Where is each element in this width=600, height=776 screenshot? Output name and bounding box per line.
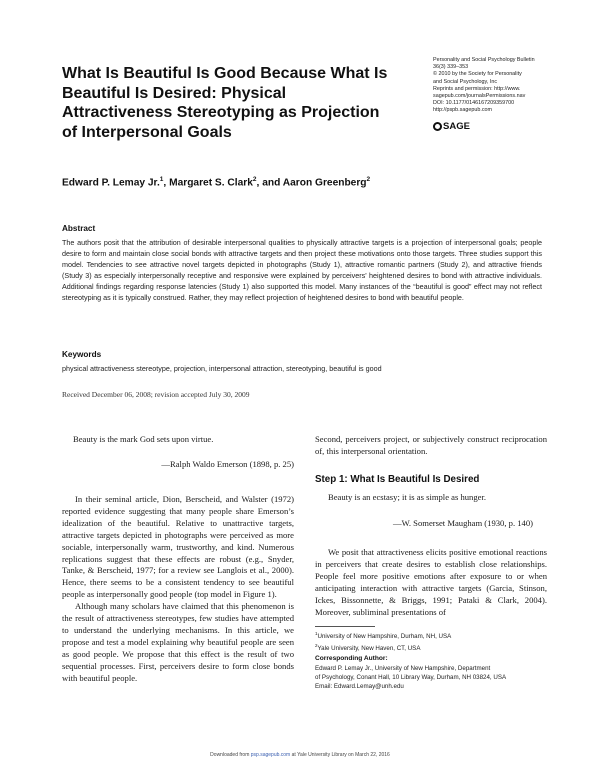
epigraph-quote: Beauty is an ecstasy; it is as simple as hunger. [328, 492, 487, 502]
corresponding-line: Edward P. Lemay Jr., University of New Hampshire, Department [315, 665, 491, 672]
body-paragraph: Although many scholars have claimed that this phenomenon is the result of attractiveness stereotypes, few studies have attempted to understand the underlying mechanisms. In this article, we propose and test a model explaining why beautiful people are seen as good people. We propose that this effect is the result of two sequential processes. First, perceivers desire to form close bonds with beautiful people. [62, 601, 294, 683]
sage-logo-icon [433, 122, 442, 131]
affiliation-footnotes [315, 630, 547, 654]
author-affiliation-mark: 2 [252, 176, 257, 183]
footnote-item [315, 630, 547, 642]
keywords-heading: Keywords [62, 350, 102, 359]
author-list: Edward P. Lemay Jr.$^1$, Margaret S. Clark$^2$, and Aaron Greenberg$^2$ [62, 176, 371, 189]
footer-link[interactable]: psp.sagepub.com [250, 752, 291, 758]
keywords-text: physical attractiveness stereotype, projection, interpersonal attraction, stereotyping, beautiful is good [62, 364, 382, 373]
author-affiliation-mark: 1 [159, 176, 164, 183]
footnote-number: 2 [315, 642, 318, 648]
abstract-heading: Abstract [62, 224, 96, 233]
right-column-intro [315, 434, 547, 458]
body-paragraph: In their seminal article, Dion, Berscheid, and Walster (1972) reported evidence suggesting that many people share Emerson’s idealization of the beautiful. Relative to unattractive targets, attractive targets depicted in photographs were perceived as more sociable, interpersonally warm, trustworthy, and kind. Numerous replications suggest that these effects are robust (e.g., Snyder, Tanke, & Berscheid, 1977; for a review see Langlois et al., 2000). Hence, there seems to be a consistent tendency to see beautiful people as interpersonally good people (top model in Figure 1). [62, 494, 294, 600]
epigraph-quote: Beauty is the mark God sets upon virtue. [73, 434, 214, 444]
body-paragraph: We posit that attractiveness elicits positive emotional reactions in perceivers that create desires to establish close relationships. People feel more positive emotions after exposure to or when anticipating interaction with attractive targets (Garcia, Stinson, Ickes, Bissonnette, & Briggs, 1991; Pataki & Clark, 2004). Moreover, subliminal presentations of [315, 547, 547, 617]
journal-info-line: Reprints and permission: http://www. [433, 85, 521, 92]
footer-suffix: at Yale University Library on March 22, 2016 [291, 752, 390, 758]
author-name: Edward P. Lemay Jr. [62, 177, 160, 189]
footnote-number: 1 [315, 631, 318, 636]
abstract-text: The authors posit that the attribution of desirable interpersonal qualities to physically attractive targets is a projection of interpersonal goals; people desire to form and maintain close social bonds with attractive targets and then project these motivations onto those targets. Three studies support this model. Tendencies to see attractive novel targets depicted in photographs (Study 1), attractive romantic partners (Study 2), and attractive friends (Study 3) as especially interpersonally receptive and responsive were explained by perceivers’ heightened desires to bond with attractive individuals. Additional findings regarding response latencies (Study 1) also supported this model. Many instances of the “beautiful is good” effect may not reflect stereotyping as it is typically construed. Rather, they may reflect projection of heightened desires to bond with beautiful people. [62, 238, 542, 303]
footnote-divider [315, 626, 375, 627]
journal-info-line: and Social Psychology, Inc [433, 78, 498, 85]
right-column-body [315, 547, 547, 618]
author-name: Margaret S. Clark [169, 177, 253, 189]
left-column-body [62, 494, 294, 685]
sage-logo [433, 121, 470, 132]
corresponding-line: of Psychology, Conant Hall, 10 Library Way, Durham, NH 03824, USA [315, 673, 507, 681]
journal-info-line: 36(3) 339–353 [433, 64, 469, 71]
corresponding-author-details [315, 665, 547, 691]
footnote-text: University of New Hampshire, Durham, NH, USA [317, 633, 452, 641]
footer-prefix: Downloaded from [210, 752, 250, 758]
sage-logo-text: SAGE [443, 121, 470, 132]
footnote-item [315, 642, 547, 654]
article-title: What Is Beautiful Is Good Because What Is Beautiful Is Desired: Physical Attractiveness Stereotyping as Projection of Interpersonal Goals [62, 65, 388, 141]
journal-info-line: Personality and Social Psychology Bulletin [433, 57, 535, 63]
footnote-text: Yale University, New Haven, CT, USA [317, 644, 421, 652]
section-heading-step1: Step 1: What Is Beautiful Is Desired [315, 474, 480, 485]
download-footer [0, 752, 600, 758]
journal-info-line: DOI: 10.1177/0146167209359700 [433, 100, 515, 107]
journal-info-line: http://pspb.sagepub.com [433, 107, 493, 114]
author-affiliation-mark: 2 [366, 176, 371, 183]
journal-info-line: sagepub.com/journalsPermissions.nav [433, 93, 526, 100]
received-dates: Received December 06, 2008; revision accepted July 30, 2009 [62, 390, 250, 399]
epigraph-source: —Ralph Waldo Emerson (1898, p. 25) [161, 459, 294, 469]
journal-info-line: © 2010 by the Society for Personality [433, 71, 522, 78]
epigraph-source: —W. Somerset Maugham (1930, p. 140) [392, 518, 533, 528]
corresponding-author-heading: Corresponding Author: [315, 655, 388, 662]
body-paragraph: Second, perceivers project, or subjectively construct reciprocation of, this interpersonal orientation. [315, 434, 547, 456]
journal-info [433, 57, 583, 115]
author-name: and Aaron Greenberg [262, 177, 367, 189]
corresponding-line: Email: Edward.Lemay@unh.edu [315, 682, 404, 690]
